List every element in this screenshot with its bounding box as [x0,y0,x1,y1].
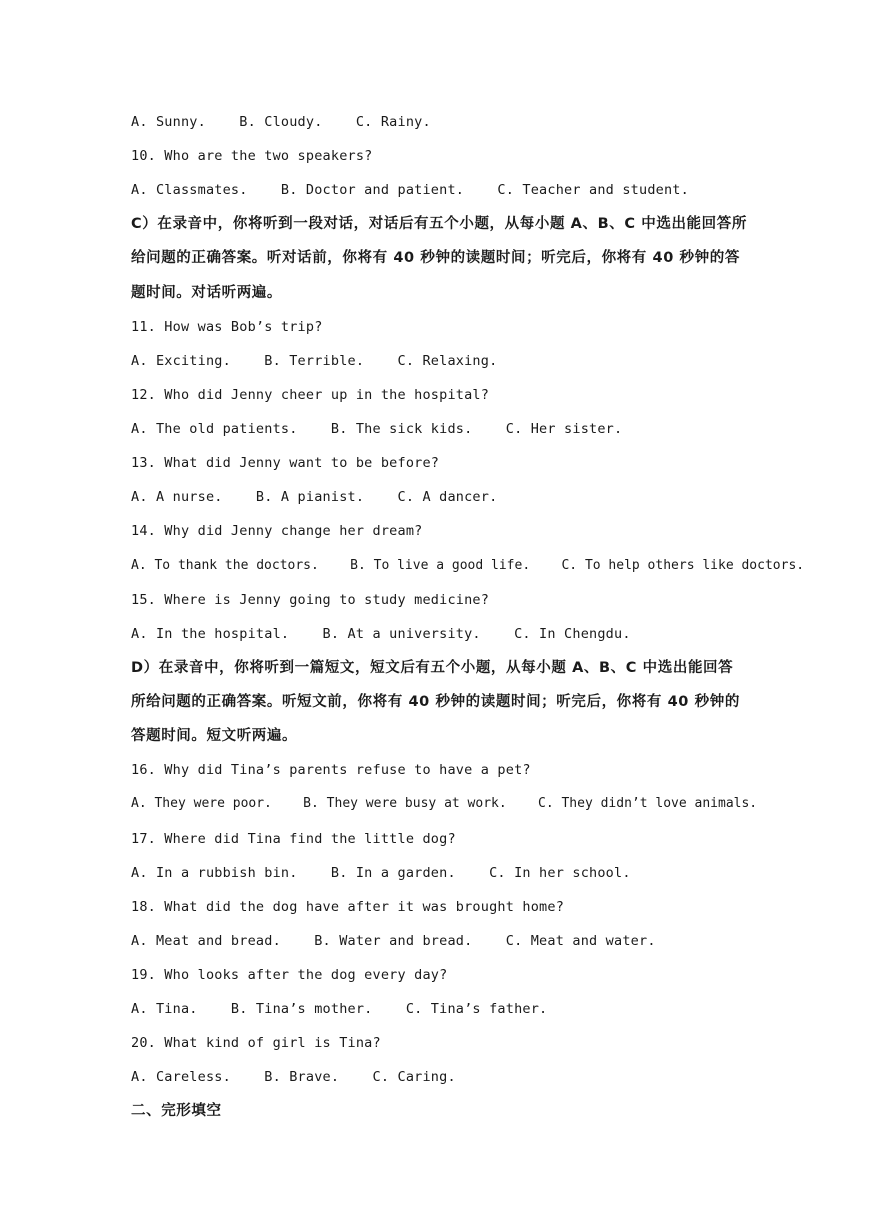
q13-question: 13. What did Jenny want to be before? [131,455,440,471]
q14-options: A. To thank the doctors. B. To live a good life. C. To help others like doctors. [131,558,805,573]
section-d-instructions-line1: D）在录音中，你将听到一篇短文，短文后有五个小题，从每小题 A、B、C 中选出能回答 [131,660,734,676]
section-c-instructions-line3: 题时间。对话听两遍。 [131,285,282,301]
q14-question: 14. Why did Jenny change her dream? [131,523,423,539]
q20-question: 20. What kind of girl is Tina? [131,1035,381,1051]
q17-question: 17. Where did Tina find the little dog? [131,831,456,847]
section-d-instructions-line3: 答题时间。短文听两遍。 [131,728,298,744]
q10-question: 10. Who are the two speakers? [131,148,373,164]
q17-options: A. In a rubbish bin. B. In a garden. C. In her school. [131,865,631,881]
section-c-instructions-line2: 给问题的正确答案。听对话前，你将有 40 秒钟的读题时间；听完后，你将有 40 秒钟的答 [131,250,740,266]
section-d-instructions-line2: 所给问题的正确答案。听短文前，你将有 40 秒钟的读题时间；听完后，你将有 40 秒钟的 [131,694,740,710]
q15-options: A. In the hospital. B. At a university. C. In Chengdu. [131,626,631,642]
q12-options: A. The old patients. B. The sick kids. C. Her sister. [131,421,623,437]
q9-options: A. Sunny. B. Cloudy. C. Rainy. [131,114,431,130]
q20-options: A. Careless. B. Brave. C. Caring. [131,1069,456,1085]
q18-options: A. Meat and bread. B. Water and bread. C. Meat and water. [131,933,656,949]
section-heading-cloze: 二、完形填空 [131,1103,222,1119]
q12-question: 12. Who did Jenny cheer up in the hospital? [131,387,490,403]
q16-question: 16. Why did Tina’s parents refuse to have a pet? [131,762,531,778]
q19-options: A. Tina. B. Tina’s mother. C. Tina’s father. [131,1001,548,1017]
section-c-instructions-line1: C）在录音中，你将听到一段对话，对话后有五个小题，从每小题 A、B、C 中选出能回答所 [131,216,747,232]
q15-question: 15. Where is Jenny going to study medicine? [131,592,490,608]
q10-options: A. Classmates. B. Doctor and patient. C. Teacher and student. [131,182,689,198]
q19-question: 19. Who looks after the dog every day? [131,967,448,983]
q11-options: A. Exciting. B. Terrible. C. Relaxing. [131,353,498,369]
q13-options: A. A nurse. B. A pianist. C. A dancer. [131,489,498,505]
q11-question: 11. How was Bob’s trip? [131,319,323,335]
q16-options: A. They were poor. B. They were busy at work. C. They didn’t love animals. [131,796,758,811]
q18-question: 18. What did the dog have after it was brought home? [131,899,565,915]
